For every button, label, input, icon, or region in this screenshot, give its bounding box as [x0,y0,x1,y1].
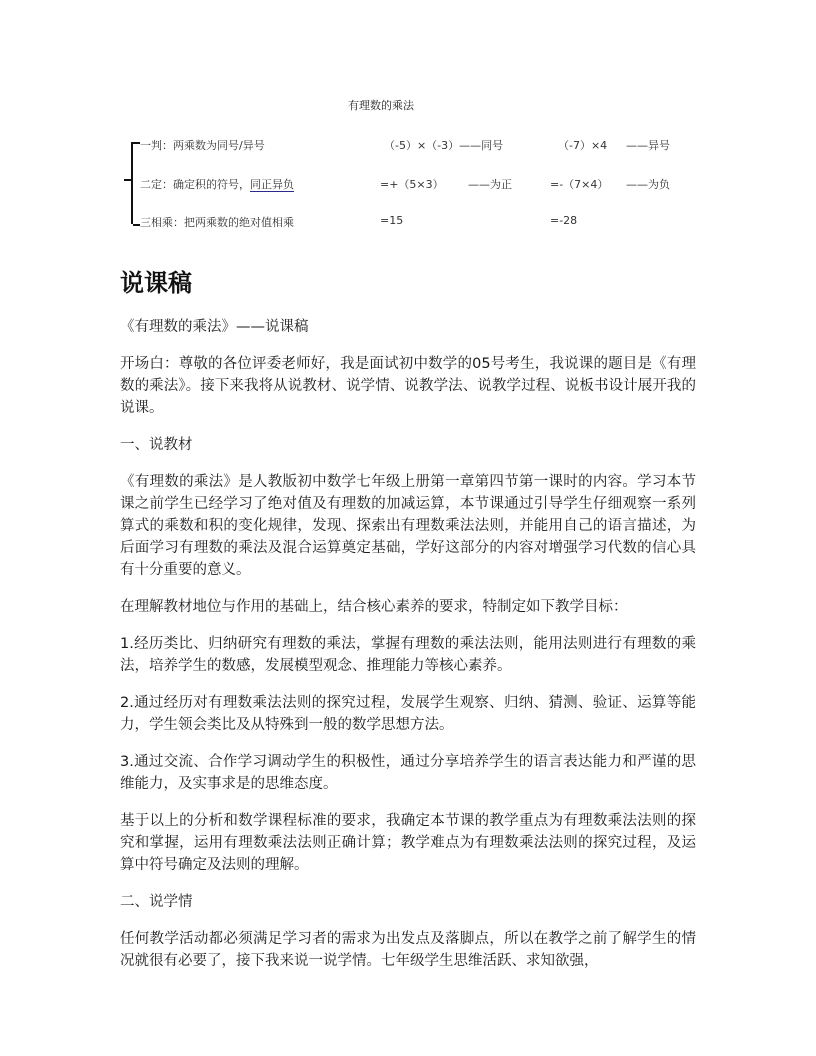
board-step: 一判：两乘数为同号/异号 [140,139,265,152]
bracket-brace [131,142,140,224]
page-heading: 说课稿 [120,269,192,297]
board-example: =+（5×3） [380,178,444,191]
board-step: 二定：确定积的符号，同正异负 [140,178,294,191]
board-step-underlined: 同正异负 [250,178,294,191]
objective-item: 2.通过经历对有理数乘法法则的探究过程，发展学生观察、归纳、猜测、验证、运算等能力，学生领会类比及从特殊到一般的数学思想方法。 [120,695,696,733]
objective-item: 1.经历类比、归纳研究有理数的乘法，掌握有理数的乘法法则，能用法则进行有理数的乘法，培养学生的数感，发展模型观念、推理能力等核心素养。 [120,636,696,674]
section-heading: 二、说学情 [120,894,193,910]
board-step: 三相乘：把两乘数的绝对值相乘 [140,216,294,229]
board-result: ——为负 [626,178,670,191]
board-result: ——为正 [468,178,512,191]
board-example: （-7）×4 [558,139,608,152]
board-example: =15 [380,214,404,227]
paragraph: 《有理数的乘法》是人教版初中数学七年级上册第一章第四节第一课时的内容。学习本节课之前学生已经学习了绝对值及有理数的加减运算，本节课通过引导学生仔细观察一系列算式的乘数和积的变化规律，发现、探索出有理数乘法法则，并能用自己的语言描述，为后面学习有理数的乘法及混合运算奠定基础，学好这部分的内容对增强学习代数的信心具有十分重要的意义。 [120,474,696,578]
board-result: ——异号 [626,139,670,152]
board-title: 有理数的乘法 [348,99,414,112]
doc-title-line: 《有理数的乘法》——说课稿 [120,319,309,335]
objective-item: 3.通过交流、合作学习调动学生的积极性，通过分享培养学生的语言表达能力和严谨的思维能力，及实事求是的思维态度。 [120,754,696,792]
board-example: =-（7×4） [550,178,609,191]
board-example: =-28 [550,214,578,227]
paragraph: 基于以上的分析和数学课程标准的要求，我确定本节课的教学重点为有理数乘法法则的探究和掌握，运用有理数乘法法则正确计算；教学难点为有理数乘法法则的探究过程，及运算中符号确定及法则的理解。 [120,813,696,873]
section-heading: 一、说教材 [120,437,193,453]
board-example: （-5）×（-3）——同号 [384,139,504,152]
paragraph: 任何教学活动都必须满足学习者的需求为出发点及落脚点，所以在教学之前了解学生的情况就很有必要了，接下我来说一说学情。七年级学生思维活跃、求知欲强， [120,931,696,969]
paragraph: 开场白：尊敬的各位评委老师好，我是面试初中数学的05号考生，我说课的题目是《有理数的乘法》。接下来我将从说教材、说学情、说教学法、说教学过程、说板书设计展开我的说课。 [120,356,696,416]
blackboard-design [0,0,816,240]
document-body [120,316,696,987]
paragraph: 在理解教材地位与作用的基础上，结合核心素养的要求，特制定如下教学目标： [120,599,628,615]
